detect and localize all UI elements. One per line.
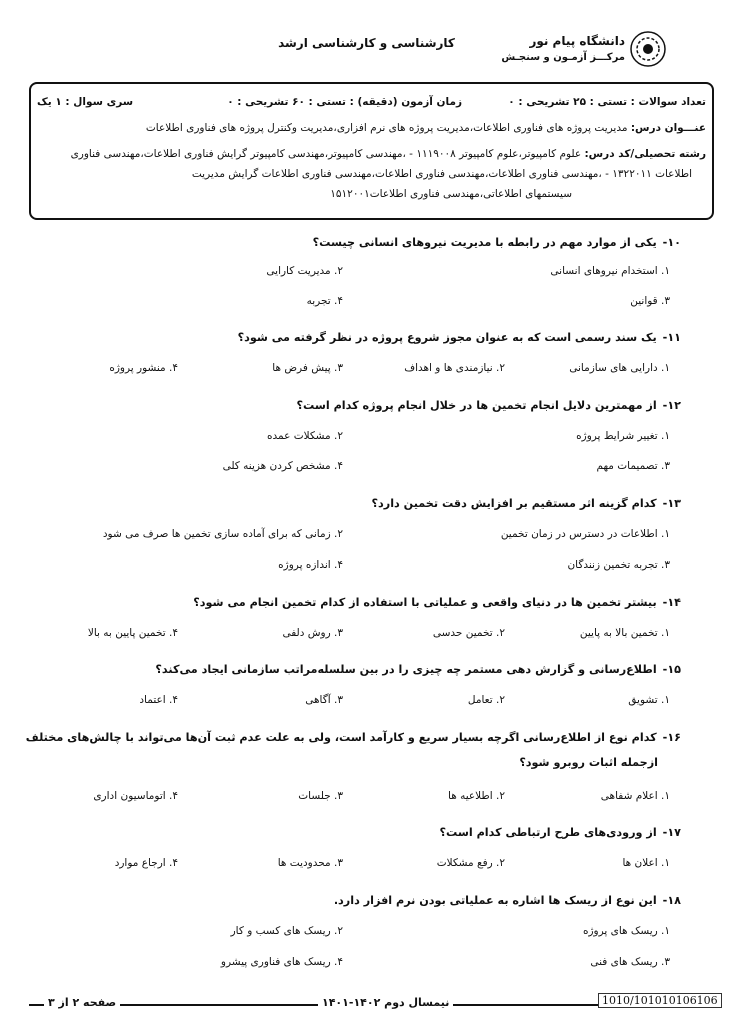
option-2[interactable]: ۲. ریسک های کسب و کار [230,925,343,937]
option-4[interactable]: ۴. ارجاع موارد [114,857,178,869]
question-18 [334,894,681,907]
option-4[interactable]: ۴. اندازه پروژه [278,559,343,571]
question-text: بیشتر تخمین ها در دنیای واقعی و عملیاتی با استفاده از کدام تخمین انجام می شود؟ [193,596,657,609]
question-number: ۱۵- [662,663,681,676]
option-1[interactable]: ۱. ریسک های پروژه [582,925,670,937]
option-4[interactable]: ۴. مشخص کردن هزینه کلی [222,460,343,472]
question-text: کدام گزینه اثر مستقیم بر افزایش دقت تخمین دارد؟ [371,497,657,510]
exam-level-title: کارشناسی و کارشناسی ارشد [278,36,455,50]
option-4[interactable]: ۴. منشور پروژه [109,362,178,374]
option-4[interactable]: ۴. تخمین پایین به بالا [87,627,178,639]
option-3[interactable]: ۳. ریسک های فنی [590,956,670,968]
field-text-line-2: اطلاعات ۱۳۲۲۰۱۱ - ،مهندسی فناوری اطلاعات،مهندسی فناوری اطلاعات،مهندسی فناوری اطلاعات گرایش مدیریت [191,168,692,180]
option-2[interactable]: ۲. تخمین حدسی [432,627,505,639]
logo-university-name: دانشگاه پیام نور [529,34,625,48]
question-15 [155,663,681,676]
question-count: تعداد سوالات : تستی : ۲۵ تشریحی : ۰ [508,96,706,108]
field-text-line-3: سیستمهای اطلاعاتی،مهندسی فناوری اطلاعات۱۵۱۲۰۰۱ [330,188,572,200]
option-2[interactable]: ۲. مشکلات عمده [267,430,343,442]
question-text: یکی از موارد مهم در رابطه با مدیریت نیروهای انسانی چیست؟ [312,236,657,249]
option-3[interactable]: ۳. تصمیمات مهم [596,460,670,472]
question-number: ۱۳- [662,497,681,510]
option-1[interactable]: ۱. اطلاعات در دسترس در زمان تخمین [500,528,670,540]
option-1[interactable]: ۱. دارایی های سازمانی [569,362,670,374]
option-2[interactable]: ۲. تعامل [467,694,505,706]
field-row [71,148,706,160]
option-3[interactable]: ۳. قوانین [630,295,670,307]
question-16-continued: ازجمله اثبات روبرو شود؟ [519,756,658,769]
question-text: اطلاع‌رسانی و گزارش دهی مستمر چه چیزی را در بین سلسله‌مراتب سازمانی ایجاد می‌کند؟ [155,663,657,676]
option-3[interactable]: ۳. تجربه تخمین زنندگان [567,559,670,571]
option-3[interactable]: ۳. پیش فرض ها [272,362,343,374]
question-13 [372,497,681,510]
semester-label: نیمسال دوم ۱۴۰۲-۱۴۰۱ [318,996,453,1009]
course-row [146,122,706,134]
option-4[interactable]: ۴. اتوماسیون اداری [93,790,178,802]
logo-center-name: مرکـــز آزمـون و سنجـش [501,52,625,63]
course-text: مدیریت پروژه های فناوری اطلاعات،مدیریت پروژه های نرم افزاری،مدیریت وکنترل پروژه های فناوری اطلاعات [145,122,628,134]
option-2[interactable]: ۲. نیازمندی ها و اهداف [404,362,505,374]
course-label: عنـــوان درس: [630,122,706,134]
question-17 [440,826,681,839]
option-1[interactable]: ۱. اعلان ها [622,857,670,869]
option-4[interactable]: ۴. تجربه [306,295,343,307]
option-1[interactable]: ۱. استخدام نیروهای انسانی [550,265,670,277]
question-text: یک سند رسمی است که به عنوان مجوز شروع پروژه در نظر گرفته می شود؟ [237,331,657,344]
option-4[interactable]: ۴. اعتماد [139,694,178,706]
option-1[interactable]: ۱. اعلام شفاهی [600,790,670,802]
exam-info-box [29,82,714,220]
question-number: ۱۶- [662,731,681,744]
question-number: ۱۷- [662,826,681,839]
page-number: صفحه ۲ از ۳ [44,996,120,1009]
option-3[interactable]: ۳. جلسات [298,790,343,802]
question-number: ۱۱- [662,331,681,344]
question-12 [297,399,681,412]
question-number: ۱۸- [662,894,681,907]
field-label: رشته تحصیلی/کد درس: [584,148,706,160]
exam-time: زمان آزمون (دقیقه) : تستی : ۶۰ تشریحی : ۰ [227,96,462,108]
option-3[interactable]: ۳. روش دلفی [282,627,343,639]
option-1[interactable]: ۱. تغییر شرایط پروژه [576,430,670,442]
option-4[interactable]: ۴. ریسک های فناوری پیشرو [220,956,343,968]
question-text: کدام نوع از اطلاع‌رسانی اگرچه بسیار سریع و کارآمد است، ولی به علت عدم ثبت آن‌ها می‌تواند با چالش‌های مختلف [25,731,657,744]
option-1[interactable]: ۱. تخمین بالا به پایین [579,627,670,639]
university-emblem-icon [629,30,667,68]
question-series: سری سوال : ۱ یک [37,96,134,108]
option-3[interactable]: ۳. آگاهی [305,694,343,706]
question-10 [313,236,681,249]
question-14 [193,596,681,609]
question-text: از مهمترین دلایل انجام تخمین ها در خلال انجام پروژه کدام است؟ [296,399,657,412]
question-number: ۱۰- [662,236,681,249]
option-2[interactable]: ۲. مدیریت کارایی [266,265,343,277]
field-text-line-1: علوم کامپیوتر،علوم کامپیوتر ۱۱۱۹۰۰۸ - ،مهندسی کامپیوتر،مهندسی کامپیوتر گرایش فناوری اطلاعات،مهندسی فناوری [70,148,582,160]
question-11 [238,331,681,344]
question-16 [26,731,681,744]
university-logo [501,30,667,74]
option-2[interactable]: ۲. اطلاعیه ها [448,790,505,802]
option-2[interactable]: ۲. رفع مشکلات [436,857,505,869]
option-1[interactable]: ۱. تشویق [628,694,670,706]
exam-code: 1010/101010106106 [598,993,722,1008]
option-2[interactable]: ۲. زمانی که برای آماده سازی تخمین ها صرف می شود [102,528,343,540]
question-number: ۱۲- [662,399,681,412]
question-text: از ورودی‌های طرح ارتباطی کدام است؟ [439,826,657,839]
question-number: ۱۴- [662,596,681,609]
option-3[interactable]: ۳. محدودیت ها [277,857,343,869]
question-text: این نوع از ریسک ها اشاره به عملیاتی بودن نرم افزار دارد. [333,894,657,907]
